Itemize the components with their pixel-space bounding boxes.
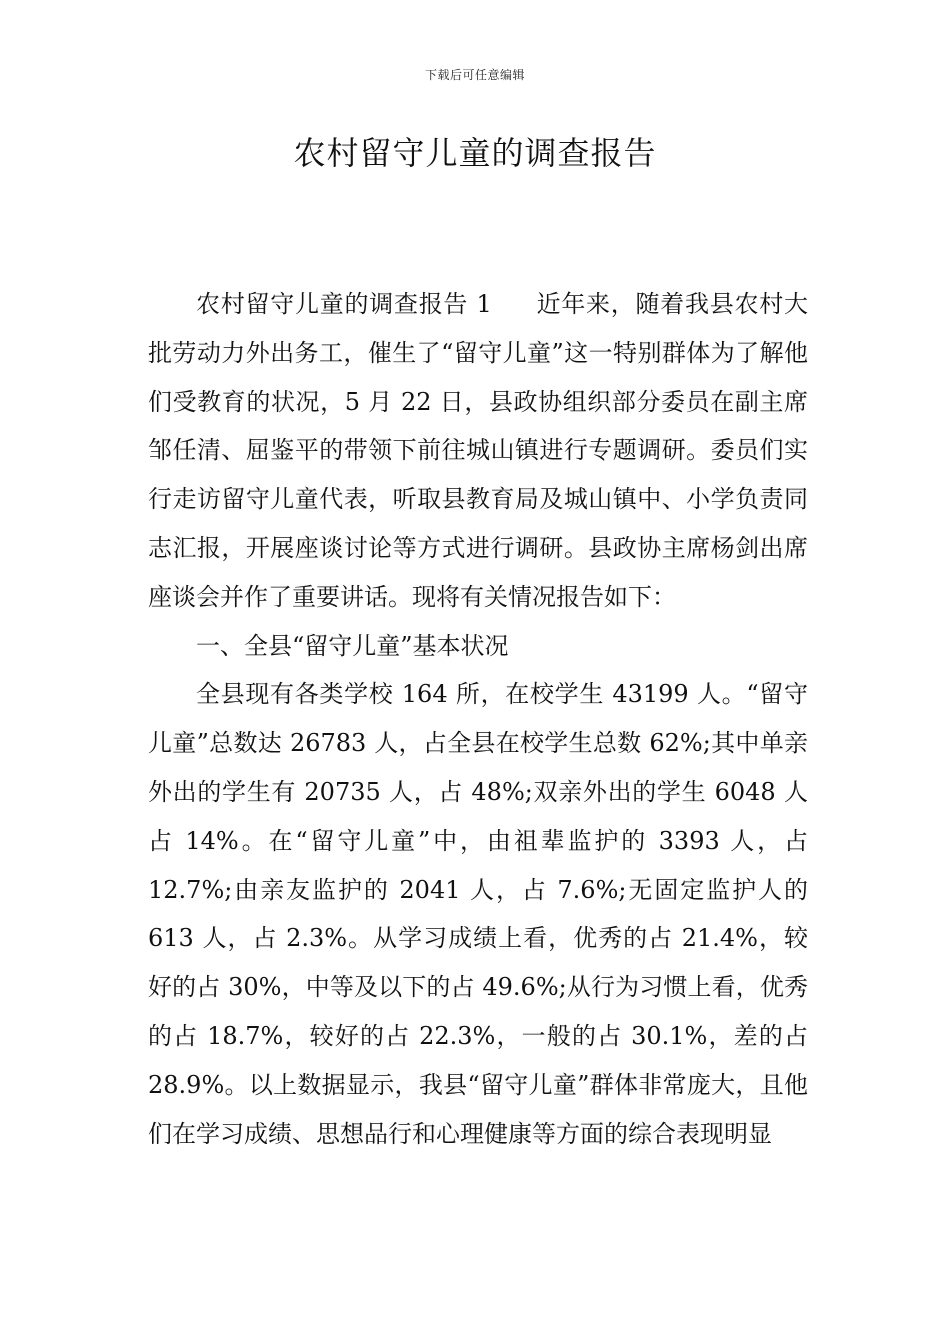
paragraph-lead: 农村留守儿童的调查报告 1 (196, 290, 492, 318)
paragraph-text: 近年来，随着我县农村大批劳动力外出务工，催生了“留守儿童”这一特别群体为了解他们受教育的状况，5 月 22 日，县政协组织部分委员在副主席邹任清、屈鉴平的带领下前往城山镇进行专题调研。委员们实行走访留守儿童代表，听取县教育局及城山镇中、小学负责同志汇报，开展座谈讨论等方式进行调研。县政协主席杨剑出席座谈会并作了重要讲话。现将有关情况报告如下： (148, 290, 809, 611)
section-heading: 一、全县“留守儿童”基本状况 (196, 631, 509, 660)
header-note: 下载后可任意编辑 (424, 68, 525, 82)
document-body (148, 280, 808, 1158)
paragraph-intro (148, 280, 808, 622)
document-title: 农村留守儿童的调查报告 (293, 134, 657, 172)
paragraph-statistics: 全县现有各类学校 164 所，在校学生 43199 人。“留守儿童”总数达 26783 人，占全县在校学生总数 62%;其中单亲外出的学生有 20735 人，占 48%;双亲外出的学生 6048 人占 14%。在“留守儿童”中，由祖辈监护的 3393 人，占 12.7%;由亲友监护的 2041 人，占 7.6%;无固定监护人的 613 人，占 2.3%。从学习成绩上看，优秀的占 21.4%，较好的占 30%，中等及以下的占 49.6%;从行为习惯上看，优秀的占 18.7%，较好的占 22.3%，一般的占 30.1%，差的占 28.9%。以上数据显示，我县“留守儿童”群体非常庞大，且他们在学习成绩、思想品行和心理健康等方面的综合表现明显 (148, 680, 808, 1148)
